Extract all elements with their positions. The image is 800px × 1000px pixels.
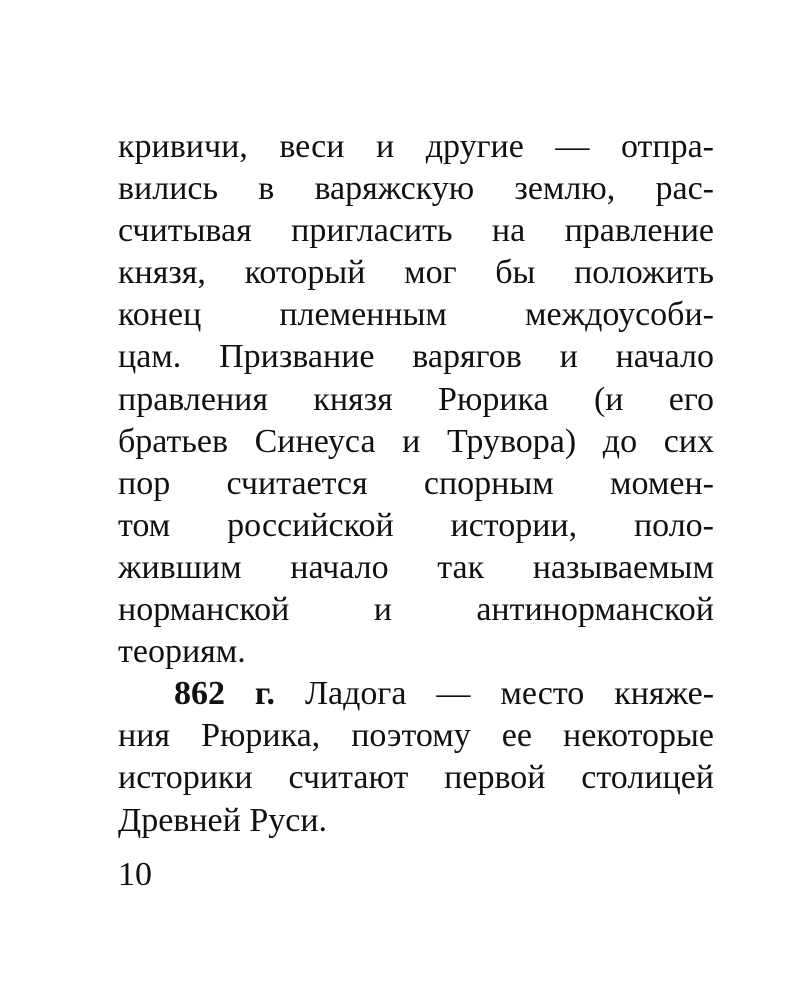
text-line: правления князя Рюрика (и его [118,380,714,418]
text-line: вились в варяжскую землю, рас- [118,170,714,208]
text-line: теориям. [118,633,246,671]
page-body [118,126,714,842]
first-line-text: Ладога — место княже- [304,675,715,713]
paragraph-2 [118,673,714,841]
text-line: братьев Синеуса и Трувора) до сих [118,422,714,460]
text-line: Древней Руси. [118,801,328,839]
text-line: князя, который мог бы положить [118,254,714,292]
text-line: том российской истории, поло- [118,506,714,544]
text-line: считывая пригласить на правление [118,212,714,250]
paragraph-1 [118,126,714,673]
text-line: конец племенным междоусоби- [118,296,714,334]
text-line: пор считается спорным момен- [118,464,714,502]
text-line: цам. Призвание варягов и начало [118,338,714,376]
page-number: 10 [118,856,152,893]
text-line-first [118,673,714,715]
text-line: жившим начало так называемым [118,548,714,586]
text-line: кривичи, веси и другие — отпра- [118,128,714,165]
text-line: историки считают первой столицей [118,759,714,797]
text-line: норманской и антинорманской [118,591,714,629]
text-line: ния Рюрика, поэтому ее некоторые [118,717,714,755]
year-label: 862 г. [174,675,276,713]
